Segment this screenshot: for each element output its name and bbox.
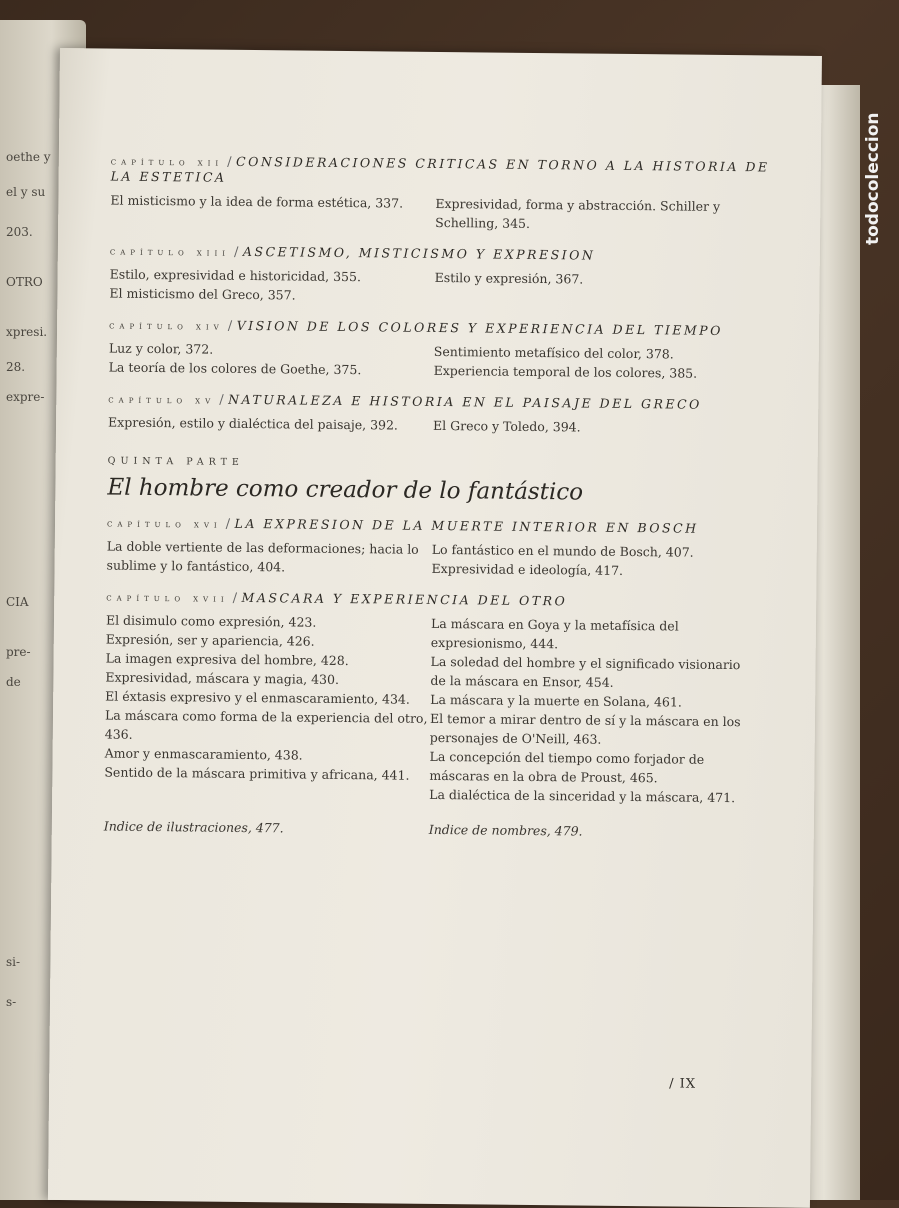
chapter-title: CONSIDERACIONES CRITICAS EN TORNO A LA HISTORIA DE LA ESTETICA <box>110 153 770 185</box>
chapter-heading <box>110 243 770 266</box>
section-column <box>434 342 754 383</box>
section-entry: La concepción del tiempo como forjador de máscaras en la obra de Proust, 465. <box>429 748 705 786</box>
section-entry: La dialéctica de la sinceridad y la máscara, 471. <box>429 786 736 806</box>
part-label: QUINTA PARTE <box>107 455 244 468</box>
chapter-heading <box>109 317 769 340</box>
section-entry: La imagen expresiva del hombre, 428. <box>105 650 349 669</box>
left-page-text-fragment: s- <box>6 995 17 1009</box>
chapter-block <box>109 317 770 384</box>
section-column <box>110 191 435 232</box>
watermark-text: todocoleccion <box>863 112 883 245</box>
chapter-heading <box>108 391 768 414</box>
section-entry: Experiencia temporal de los colores, 385. <box>433 362 698 381</box>
chapter-title: VISION DE LOS COLORES Y EXPERIENCIA DEL TIEMPO <box>236 317 723 338</box>
section-entry: El Greco y Toledo, 394. <box>432 417 581 435</box>
section-entry: Luz y color, 372. <box>108 340 214 357</box>
section-column <box>431 540 751 581</box>
section-entry: Lo fantástico en el mundo de Bosch, 407. <box>431 541 694 560</box>
index-row <box>104 819 764 841</box>
section-entry: El disimulo como expresión, 423. <box>105 612 317 630</box>
chapter-block <box>106 515 767 582</box>
section-columns <box>106 537 766 582</box>
section-entry: El temor a mirar dentro de sí y la máscara en los personajes de O'Neill, 463. <box>429 710 741 747</box>
chapter-number: capítulo xii <box>110 156 224 169</box>
section-entry: Estilo, expresividad e historicidad, 355. <box>109 266 362 285</box>
chapter-title: ASCETISMO, MISTICISMO Y EXPRESION <box>242 243 596 263</box>
chapter-number: capítulo xvii <box>106 592 229 605</box>
chapter-title: LA EXPRESION DE LA MUERTE INTERIOR EN BOSCH <box>234 515 699 536</box>
chapter-block <box>108 391 768 439</box>
separator: / <box>225 516 231 532</box>
chapter-block <box>110 153 771 236</box>
section-entry: El misticismo y la idea de forma estética, 337. <box>110 192 404 211</box>
section-entry: Estilo y expresión, 367. <box>434 269 584 287</box>
section-entry: La soledad del hombre y el significado visionario de la máscara en Ensor, 454. <box>430 653 741 690</box>
separator: / <box>227 154 233 170</box>
section-entry: Sentimiento metafísico del color, 378. <box>433 343 674 362</box>
chapter-block <box>109 243 770 310</box>
section-column <box>434 268 754 309</box>
chapter-number: capítulo xv <box>108 394 216 407</box>
section-column <box>109 339 434 380</box>
separator: / <box>232 590 238 606</box>
book-page <box>48 48 822 1208</box>
left-page-text-fragment: xpresi. <box>6 325 48 339</box>
section-columns <box>108 413 768 439</box>
table-of-contents <box>104 139 771 841</box>
section-entry: La máscara y la muerte en Solana, 461. <box>430 691 682 710</box>
left-page-text-fragment: oethe y <box>6 150 51 164</box>
section-columns <box>104 611 766 808</box>
chapter-number: capítulo xiii <box>109 246 231 259</box>
chapter-heading <box>111 153 771 192</box>
section-entry: La doble vertiente de las deformaciones; hacia lo sublime y lo fantástico, 404. <box>106 538 419 575</box>
chapter-block <box>104 589 766 808</box>
chapter-number: capítulo xvi <box>106 518 222 531</box>
section-entry: El misticismo del Greco, 357. <box>109 285 296 303</box>
separator: / <box>227 318 233 334</box>
index-names: Indice de nombres, 479. <box>428 821 583 839</box>
section-entry: La teoría de los colores de Goethe, 375. <box>108 359 362 378</box>
section-column <box>108 413 433 435</box>
section-columns <box>109 339 769 384</box>
section-column <box>435 194 755 235</box>
left-page-text-fragment: el y su <box>6 185 46 199</box>
part-title: El hombre como creador de lo fantástico <box>107 474 584 506</box>
section-entry: Expresión, ser y apariencia, 426. <box>105 631 315 649</box>
chapter-heading <box>106 589 766 612</box>
section-entry: Expresividad e ideología, 417. <box>431 560 624 578</box>
chapter-title: NATURALEZA E HISTORIA EN EL PAISAJE DEL GRECO <box>228 391 702 412</box>
section-columns <box>110 191 770 236</box>
section-entry: Expresión, estilo y dialéctica del paisaje, 392. <box>108 414 399 433</box>
chapter-heading <box>107 515 767 538</box>
watermark <box>863 15 891 245</box>
left-page-text-fragment: si- <box>6 955 21 969</box>
section-column <box>104 611 431 804</box>
left-page-text-fragment: pre- <box>6 645 31 659</box>
left-page-text-fragment: de <box>6 675 21 689</box>
separator: / <box>219 392 225 408</box>
left-page-text-fragment: 203. <box>6 225 33 239</box>
left-page-text-fragment: 28. <box>6 360 26 374</box>
section-column <box>109 265 434 306</box>
section-entry: El éxtasis expresivo y el enmascaramiento, 434. <box>105 688 410 707</box>
section-columns <box>109 265 769 310</box>
section-entry: Sentido de la máscara primitiva y africana, 441. <box>104 764 410 783</box>
section-entry: Expresividad, forma y abstracción. Schiller y Schelling, 345. <box>435 195 721 231</box>
left-page-text-fragment: OTRO <box>6 275 43 289</box>
section-column <box>429 614 751 807</box>
section-column <box>433 416 753 438</box>
chapter-number: capítulo xiv <box>109 320 224 333</box>
section-entry: Expresividad, máscara y magia, 430. <box>105 669 340 687</box>
section-entry: La máscara como forma de la experiencia del otro, 436. <box>104 707 428 742</box>
left-page-text-fragment: CIA <box>6 595 29 609</box>
section-entry: La máscara en Goya y la metafísica del expresionismo, 444. <box>430 615 679 652</box>
index-illustrations: Indice de ilustraciones, 477. <box>103 818 284 836</box>
separator: / <box>233 244 239 260</box>
chapter-title: MASCARA Y EXPERIENCIA DEL OTRO <box>241 589 568 609</box>
left-page-text-fragment: expre- <box>6 390 45 404</box>
page-number: / IX <box>669 1076 697 1092</box>
section-column <box>106 537 431 578</box>
section-entry: Amor y enmascaramiento, 438. <box>104 745 303 763</box>
